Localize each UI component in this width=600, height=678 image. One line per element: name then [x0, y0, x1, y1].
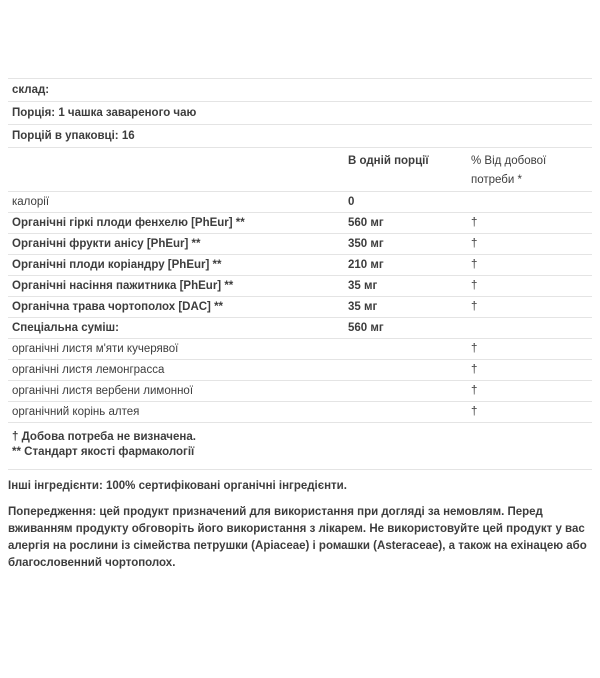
- table-row: [8, 213, 592, 233]
- servings-per-container-label: Порцій в упаковці: 16: [12, 130, 135, 142]
- serving-size-row: [8, 102, 592, 124]
- table-row: [8, 234, 592, 254]
- other-ingredients: [8, 479, 592, 494]
- warning-label: Попередження:: [8, 506, 97, 518]
- table-row: [8, 381, 592, 401]
- ingredient-name: органічний корінь алтея: [12, 406, 140, 418]
- ingredient-daily-value: †: [471, 301, 478, 313]
- ingredient-daily-value: †: [471, 385, 478, 397]
- ingredient-amount: 210 мг: [348, 259, 384, 271]
- ingredient-amount: 350 мг: [348, 238, 384, 250]
- table-row: [8, 276, 592, 296]
- table-row: [8, 297, 592, 317]
- ingredient-daily-value: †: [471, 406, 478, 418]
- ingredient-amount: 35 мг: [348, 280, 378, 292]
- ingredient-name: Органічні насіння пажитника [PhEur] **: [12, 280, 234, 292]
- ingredient-name: Органічні фрукти анісу [PhEur] **: [12, 238, 201, 250]
- ingredient-daily-value: †: [471, 364, 478, 376]
- servings-per-container-row: [8, 125, 592, 147]
- ingredient-amount: 0: [348, 196, 355, 208]
- ingredient-name: Спеціальна суміш:: [12, 322, 119, 334]
- table-row: [8, 402, 592, 422]
- footnotes: [8, 423, 592, 469]
- ingredient-daily-value: †: [471, 280, 478, 292]
- table-header-row: [8, 148, 592, 191]
- ingredient-name: органічні листя м'яти кучерявої: [12, 343, 179, 355]
- serving-size-label: Порція: 1 чашка завареного чаю: [12, 107, 197, 119]
- table-row: [8, 192, 592, 212]
- divider: [8, 469, 592, 470]
- column-header-daily-value: % Від добової потреби *: [471, 155, 547, 186]
- ingredient-name: Органічна трава чортополох [DAC] **: [12, 301, 224, 313]
- ingredient-name: калорії: [12, 196, 50, 208]
- footnote-daily-value: † Добова потреба не визначена.: [12, 431, 196, 443]
- warning-text: цей продукт призначений для використання при догляді за немовлям. Перед вживанням продукту обговоріть його використання з лікарем. Не використовуйте цей продукт у вас алергія на рослини із сімейства петрушки (Apiaceae) і ромашки (Asteraceae), а також на ехінацею або благословенний чортополох.: [8, 506, 587, 569]
- ingredient-name: Органічні плоди коріандру [PhEur] **: [12, 259, 222, 271]
- ingredient-name: органічні листя вербени лимонної: [12, 385, 194, 397]
- column-header-amount: В одній порції: [348, 155, 429, 167]
- supplement-facts-panel: [8, 78, 592, 572]
- ingredient-daily-value: †: [471, 217, 478, 229]
- table-row: [8, 360, 592, 380]
- other-ingredients-label: Інші інгредієнти:: [8, 480, 103, 492]
- ingredient-daily-value: †: [471, 343, 478, 355]
- ingredient-daily-value: †: [471, 259, 478, 271]
- other-ingredients-text: 100% сертифіковані органічні інгредієнти.: [106, 480, 347, 492]
- ingredient-name: Органічні гіркі плоди фенхелю [PhEur] **: [12, 217, 245, 229]
- table-row: [8, 318, 592, 338]
- footnote-quality-standard: ** Стандарт якості фармакології: [12, 446, 195, 458]
- composition-row: [8, 79, 592, 101]
- table-row: [8, 339, 592, 359]
- composition-label: склад:: [12, 84, 50, 96]
- ingredient-amount: 35 мг: [348, 301, 378, 313]
- warning: [8, 504, 592, 572]
- ingredient-name: органічні листя лемонграсса: [12, 364, 165, 376]
- ingredient-daily-value: †: [471, 238, 478, 250]
- table-row: [8, 255, 592, 275]
- ingredient-amount: 560 мг: [348, 322, 384, 334]
- ingredient-amount: 560 мг: [348, 217, 384, 229]
